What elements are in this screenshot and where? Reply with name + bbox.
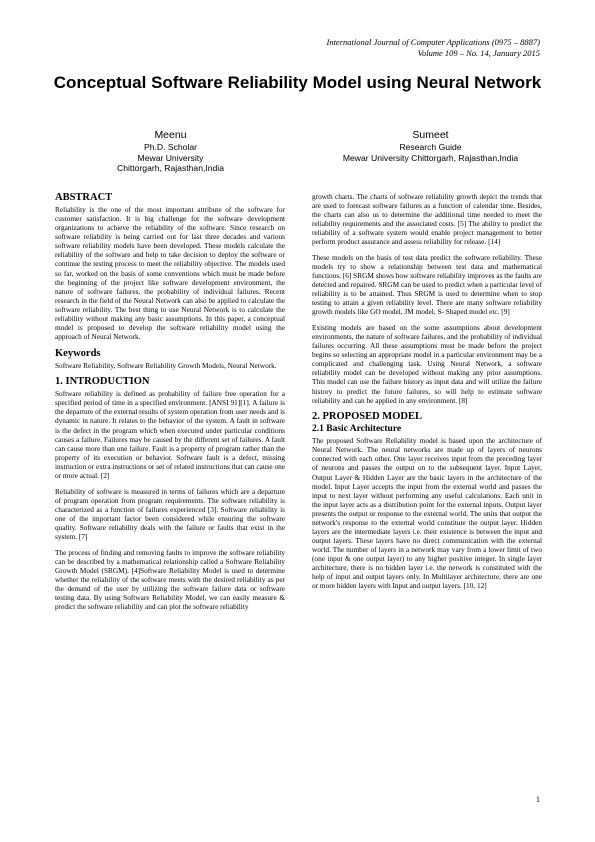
body-paragraph: These models on the basis of test data predict the software reliability. These models try to show a relationship between test data and mathematical functions. [6] SRGM shows how software reliability improves as the faults are detected and repaired. SRGM can be used to predict when a particular level of reliability is to be attained. Thus SRGM is used to determine when to stop testing to attain a given reliability level. There are many software reliability growth models like GO model, JM model, S- Shaped model etc. [9] <box>312 252 542 317</box>
paper-title: Conceptual Software Reliability Model using Neural Network <box>53 73 542 92</box>
abstract-heading: ABSTRACT <box>55 192 113 203</box>
author-name: Sumeet <box>412 129 449 141</box>
journal-header <box>326 37 540 58</box>
left-column <box>55 192 285 618</box>
keywords-heading: Keywords <box>55 347 101 359</box>
body-paragraph: Reliability of software is measured in terms of failures which are a departure of program operation from program requirements. The software reliability is characterized as a function of failures experienced [3]. Software reliability is one of the important factor been considered while ensuring the software quality. Software reliability deals with the failure or faults that exist in the system. [7] <box>55 486 285 541</box>
keywords-text: Software Reliability, Software Reliability Growth Models, Neural Network. <box>55 360 277 370</box>
journal-volume: Volume 109 – No. 14, January 2015 <box>417 47 540 58</box>
body-paragraph: The proposed Software Reliability model is based upon the architecture of Neural Network. The neural networks are made up of layers of neurons connected with each other. One layer receives input from the preceding layer of neurons and passes the output on to the subsequent layer. Input Layer, Output Layer & Hidden Layer are the basic layers in the architecture of the model. Input Layer accepts the input from the external world and passes the input to next layer without performing any useful calculations. Each unit in the input layer acts as a distribution point for the external inputs. Output layer presents the output or response to the external world. The units that output the network's response to the external world constitute the output layer. Hidden layers are the intermediate layers i.e. their existence is between the input and output layers. These layers have no direct communication with the external world. The number of layers in a network may vary from a lower limit of two (one input & one output layer) to any higher positive integer. In single layer architecture, there is no hidden layer i.e. the network is constituted with the help of input and output layers only. In Multilayer architecture, there are one or more hidden layers with Input and output layers. [10, 12] <box>312 436 542 591</box>
author-affiliation: Mewar University <box>137 152 204 163</box>
right-column <box>312 192 542 597</box>
author-name: Meenu <box>154 129 187 141</box>
body-paragraph: Software reliability is defined as probability of failure free operation for a specified period of time in a specified environment. [ANSI 91][1]. A failure is the departure of the external results of system operation from user needs and is dynamic in nature. It relates to the behavior of the system. A fault in software is the defect in the program which when executed under particular conditions causes a failure. Failures may be caused by the different set of failures. A fault can cause more than one failure. Fault is a property of program rather than the property of its execution or behavior. Software fault is a defect, missing instruction or extra instructions or set of related instructions that can cause one or more actual. [2] <box>55 389 285 480</box>
author-role: Research Guide <box>399 142 462 152</box>
introduction-heading: 1. INTRODUCTION <box>55 376 150 388</box>
author-location: Chittorgarh, Rajasthan,India <box>116 163 224 173</box>
basic-architecture-subheading: 2.1 Basic Architecture <box>312 424 402 435</box>
page-number: 1 <box>536 795 540 804</box>
author-affiliation: Mewar University Chittorgarh, Rajasthan,India <box>342 152 519 163</box>
author-block-1 <box>88 129 253 174</box>
journal-name: International Journal of Computer Applications (0975 – 8887) <box>326 37 540 47</box>
proposed-model-heading: 2. PROPOSED MODEL <box>312 411 422 423</box>
abstract-text: Reliability is the one of the most important attribute of the software for customer satisfaction. It is big challenge for the software development organizations to achieve the reliability of the software. Since research on software reliability is being carried out for last three decades and various software reliability models have been developed. These models calculate the reliability of the software and help to take decision to deploy the software or continue the testing process to meet the reliability objective. The models used so far, worked on the basis of some conventions which must be made before the beginning of the project like software development environment, the nature of software failures, the probability of individual failures. Recent research in the field of the Neural Network can also be applied to calculate the software reliability. The best thing to use Neural Network is to calculate the reliability without making any basic assumptions. In this paper, a conceptual model is proposed to develop the software reliability model using the approach of Neural Network. <box>55 205 285 342</box>
author-block-2 <box>318 129 543 163</box>
body-paragraph: The process of finding and removing faults to improve the software reliability can be described by a mathematical relationship called a Software Reliability Growth Model (SRGM). [4]Software Reliability Model is used to determine whether the reliability of the software meets with the desired reliability as per the demand of the user by utilizing the software failure data or software testing data. By using Software Reliability Model, we can easily measure & predict the software reliability and can plot the software reliability <box>55 547 285 611</box>
body-paragraph: Existing models are based on the some assumptions about development environments, the nature of software failures, and the probability of individual failures occurring. All these assumptions must be made before the project begins so selecting an appropriate model in a particular environment may be a complicated and challenging task. Using Neural Network, a software reliability model can be developed without making any prior assumptions. This model can use the failure history as input data and will utilize the failure history to predict the future failures, so will help to estimate software reliability and can be applied in any environment. [8] <box>312 323 542 405</box>
author-role: Ph.D. Scholar <box>143 142 198 152</box>
body-paragraph: growth charts. The charts of software reliability growth depict the trends that are used to forecast software failures as a function of calendar time. Besides, the charts can also us to determine the additional time needed to meet the reliability requirements and the associated costs. [5] The ability to predict the reliability of a software system would enable project management to better perform product assurance and assess reliability for release. [14] <box>312 192 542 247</box>
